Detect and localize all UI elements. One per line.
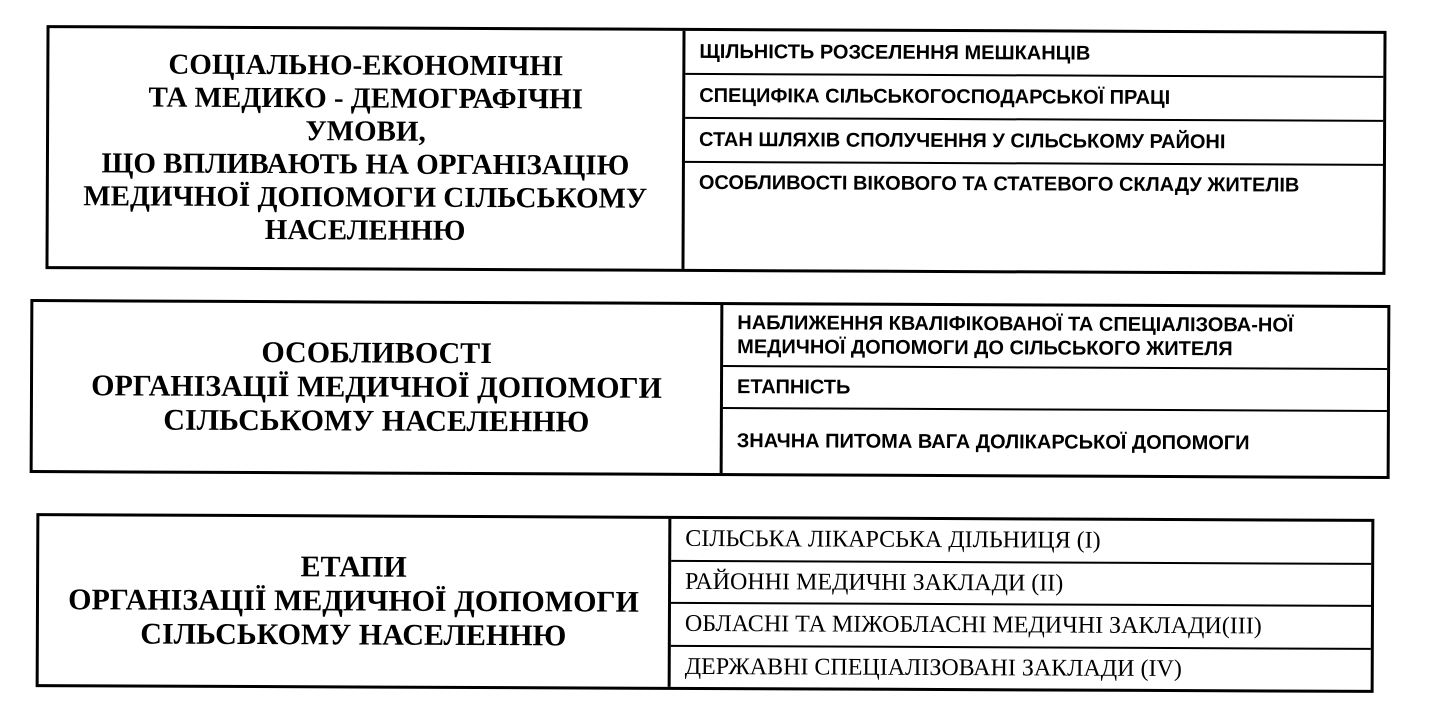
features-item: ЕТАПНІСТЬ xyxy=(723,367,1387,412)
conditions-item: СПЕЦИФІКА СІЛЬСЬКОГОСПОДАРСЬКОЇ ПРАЦІ xyxy=(685,75,1383,122)
conditions-list xyxy=(684,31,1383,272)
title-line: СІЛЬСЬКОМУ НАСЕЛЕННЮ xyxy=(163,403,590,439)
conditions-item: ОСОБЛИВОСТІ ВІКОВОГО ТА СТАТЕВОГО СКЛАДУ ЖИТЕЛІВ xyxy=(698,171,1300,197)
title-line: ЩО ВПЛИВАЮТЬ НА ОРГАНІЗАЦІЮ xyxy=(101,147,630,182)
features-title xyxy=(33,302,724,473)
stages-item: ОБЛАСНІ ТА МІЖОБЛАСНІ МЕДИЧНІ ЗАКЛАДИ(ІІІ) xyxy=(671,604,1371,650)
features-list xyxy=(723,305,1388,476)
title-line: СОЦІАЛЬНО-ЕКОНОМІЧНІ xyxy=(168,48,564,83)
title-line: НАСЕЛЕННЮ xyxy=(264,214,466,247)
stages-list xyxy=(671,519,1372,690)
stages-item: РАЙОННІ МЕДИЧНІ ЗАКЛАДИ (ІІ) xyxy=(671,561,1371,607)
features-item: НАБЛИЖЕННЯ КВАЛІФІКОВАНОЇ ТА СПЕЦІАЛІЗОВА-НОЇ МЕДИЧНОЇ ДОПОМОГИ ДО СІЛЬСЬКОГО ЖИТЕЛЯ xyxy=(723,305,1387,370)
stages-item: СІЛЬСЬКА ЛІКАРСЬКА ДІЛЬНИЦЯ (І) xyxy=(671,519,1371,565)
stages-title xyxy=(39,516,672,687)
stages-block xyxy=(36,513,1375,693)
title-line: ТА МЕДИКО - ДЕМОГРАФІЧНІ xyxy=(148,81,584,116)
conditions-item: СТАН ШЛЯХІВ СПОЛУЧЕННЯ У СІЛЬСЬКОМУ РАЙОНІ xyxy=(685,119,1383,166)
conditions-item: ЩІЛЬНІСТЬ РОЗСЕЛЕННЯ МЕШКАНЦІВ xyxy=(685,31,1383,78)
title-line: ОРГАНІЗАЦІЇ МЕДИЧНОЇ ДОПОМОГИ xyxy=(91,369,662,405)
conditions-block xyxy=(45,25,1386,275)
title-line: ЕТАПИ xyxy=(300,550,407,584)
features-item: ЗНАЧНА ПИТОМА ВАГА ДОЛІКАРСЬКОЇ ДОПОМОГИ xyxy=(736,430,1250,455)
title-line: МЕДИЧНОЇ ДОПОМОГИ СІЛЬСЬКОМУ xyxy=(83,180,648,215)
title-line: ОРГАНІЗАЦІЇ МЕДИЧНОЇ ДОПОМОГИ xyxy=(68,583,639,619)
title-line: УМОВИ, xyxy=(305,115,426,148)
features-block xyxy=(30,299,1391,479)
title-line: ОСОБЛИВОСТІ xyxy=(261,336,492,371)
title-line: СІЛЬСЬКОМУ НАСЕЛЕННЮ xyxy=(140,617,567,653)
conditions-title xyxy=(48,28,685,269)
stages-item: ДЕРЖАВНІ СПЕЦІАЛІЗОВАНІ ЗАКЛАДИ (IV) xyxy=(684,653,1182,682)
